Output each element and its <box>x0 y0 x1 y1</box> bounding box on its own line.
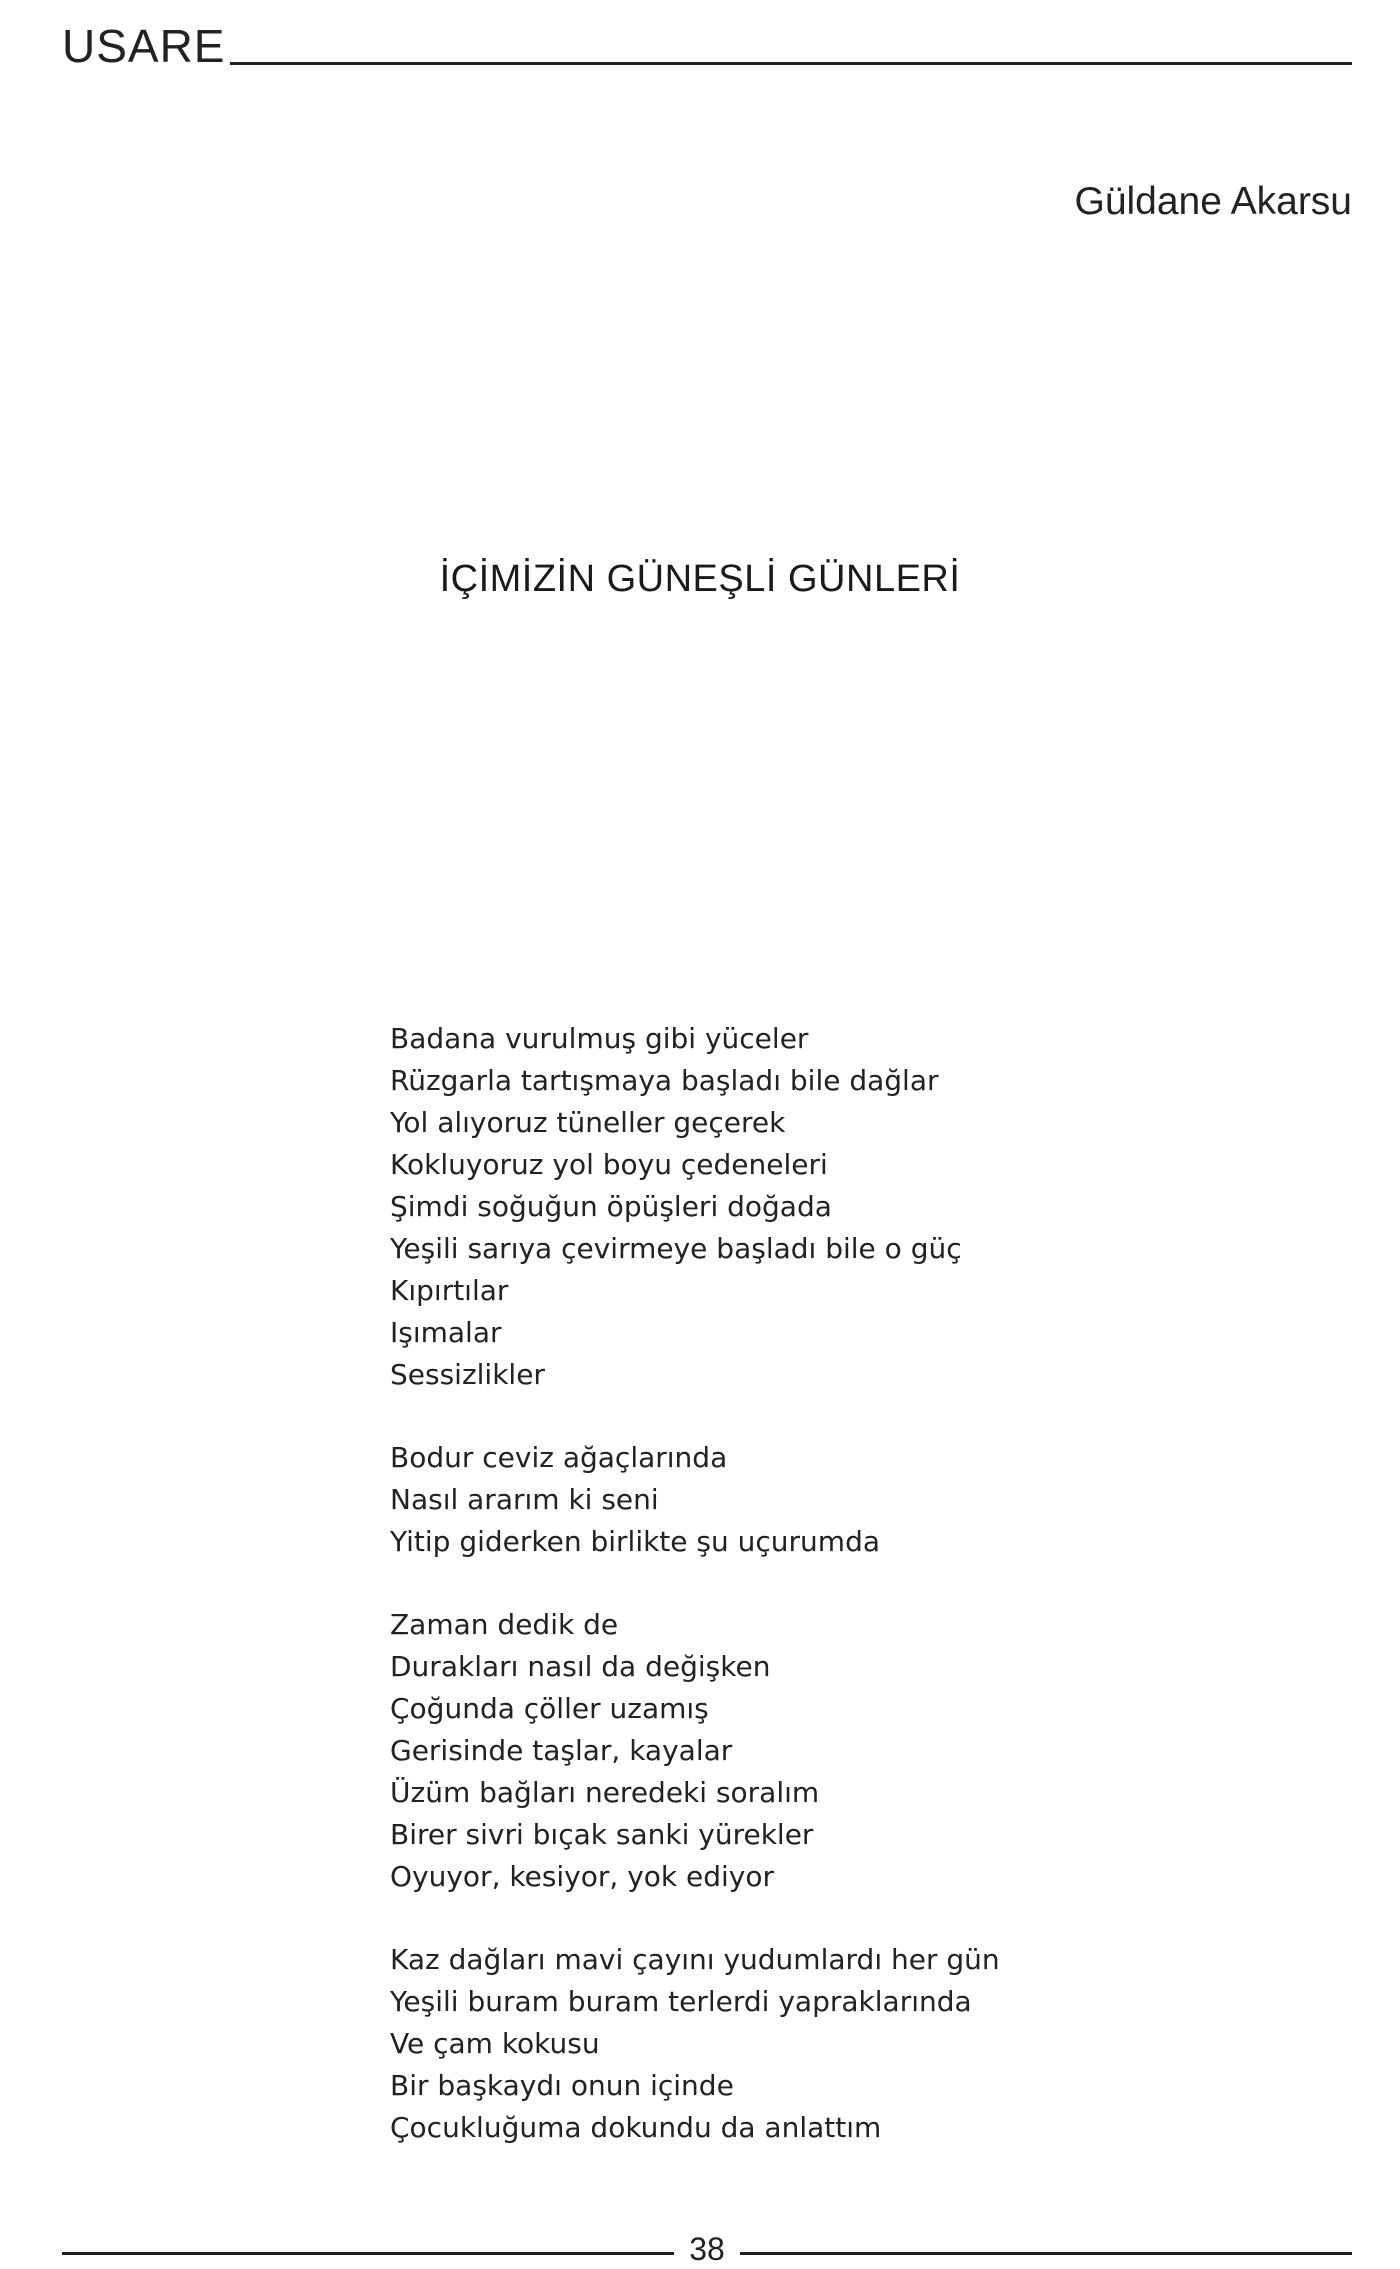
poem-line: Rüzgarla tartışmaya başladı bile dağlar <box>390 1064 939 1097</box>
stanza-gap <box>390 1898 1290 1939</box>
poem-line: Bodur ceviz ağaçlarında <box>390 1441 728 1474</box>
poem-line: Işımalar <box>390 1316 502 1349</box>
poem-title: İÇİMİZİN GÜNEŞLİ GÜNLERİ <box>439 558 961 600</box>
poem-line: Nasıl ararım ki seni <box>390 1483 659 1516</box>
stanza <box>390 1939 1290 2149</box>
poem-line: Durakları nasıl da değişken <box>390 1650 771 1683</box>
poem-line: Gerisinde taşlar, kayalar <box>390 1734 733 1767</box>
page-number: 38 <box>689 2231 725 2267</box>
poem-line: Kaz dağları mavi çayını yudumlardı her gün <box>390 1943 1000 1976</box>
poem-line: Bir başkaydı onun içinde <box>390 2069 734 2102</box>
stanza-gap <box>390 1563 1290 1604</box>
poem-line: Yeşili sarıya çevirmeye başladı bile o güç <box>390 1232 962 1265</box>
journal-name: USARE <box>62 20 226 72</box>
poem-line: Oyuyor, kesiyor, yok ediyor <box>390 1860 775 1893</box>
poem-line: Kıpırtılar <box>390 1274 509 1307</box>
poem-body <box>390 1018 1290 2149</box>
author-name: Güldane Akarsu <box>1074 180 1352 223</box>
poem-line: Çocukluğuma dokundu da anlattım <box>390 2111 882 2144</box>
poem-line: Çoğunda çöller uzamış <box>390 1692 709 1725</box>
stanza <box>390 1018 1290 1396</box>
poem-line: Zaman dedik de <box>390 1608 619 1641</box>
running-header <box>62 18 1352 74</box>
poem-line: Yitip giderken birlikte şu uçurumda <box>390 1525 880 1558</box>
stanza-gap <box>390 1396 1290 1437</box>
stanza <box>390 1437 1290 1563</box>
poem-line: Sessizlikler <box>390 1358 545 1391</box>
stanza <box>390 1604 1290 1898</box>
poem-line: Yeşili buram buram terlerdi yapraklarında <box>390 1985 972 2018</box>
poem-line: Badana vurulmuş gibi yüceler <box>390 1022 809 1055</box>
footer-rule-right <box>740 2252 1352 2255</box>
poem-line: Ve çam kokusu <box>390 2027 600 2060</box>
poem-line: Yol alıyoruz tüneller geçerek <box>390 1106 786 1139</box>
poem-line: Üzüm bağları neredeki soralım <box>390 1776 820 1809</box>
footer-rule-left <box>62 2252 674 2255</box>
poem-line: Kokluyoruz yol boyu çedeneleri <box>390 1148 828 1181</box>
poem-line: Birer sivri bıçak sanki yürekler <box>390 1818 814 1851</box>
poem-line: Şimdi soğuğun öpüşleri doğada <box>390 1190 832 1223</box>
header-rule <box>230 62 1352 65</box>
